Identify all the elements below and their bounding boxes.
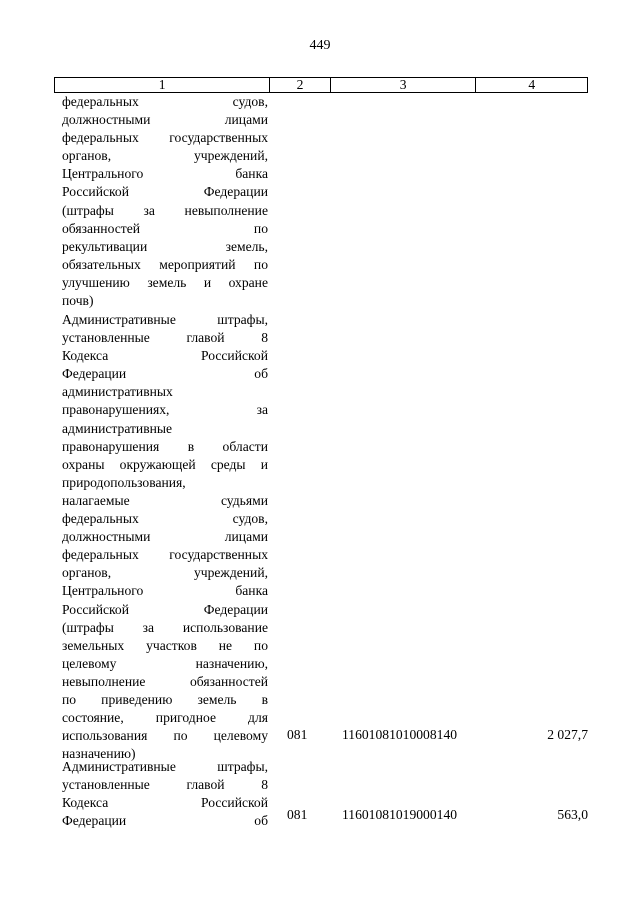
- description-line: рекультивации земель,: [62, 238, 268, 254]
- description-line: Административные штрафы,: [62, 312, 268, 327]
- description-line: Кодекса Российской: [62, 795, 268, 811]
- header-col-3: 3: [331, 78, 476, 92]
- description-line: должностными лицами: [62, 112, 268, 128]
- description-line: природопользования,: [62, 474, 186, 490]
- description-line: Федерации об: [62, 813, 268, 829]
- description-line: назначению): [62, 746, 136, 762]
- description-line: Центрального банка: [62, 166, 268, 182]
- description-line: федеральных государственных: [62, 130, 268, 146]
- budget-classification-code: 11601081010008140: [342, 727, 458, 742]
- description-line: почв): [62, 293, 94, 309]
- description-line: федеральных государственных: [62, 547, 268, 563]
- description-line: Федерации об: [62, 366, 268, 382]
- description-line: обязанностей по: [62, 220, 268, 236]
- amount: 2 027,7: [547, 727, 588, 742]
- description-line: Российской Федерации: [62, 601, 268, 617]
- description-line: (штрафы за использование: [62, 619, 268, 635]
- description-line: целевому назначению,: [62, 655, 268, 671]
- description-line: установленные главой 8: [62, 330, 268, 346]
- row-description: [62, 311, 268, 763]
- header-col-2: 2: [270, 78, 331, 92]
- page-number: 449: [309, 38, 331, 53]
- description-line: по приведению земель в: [62, 691, 268, 707]
- header-col-4: 4: [528, 77, 536, 92]
- description-line: административных: [62, 384, 173, 400]
- description-line: Административные штрафы,: [62, 759, 268, 774]
- description-line: должностными лицами: [62, 529, 268, 545]
- description-line: правонарушениях, за: [62, 402, 268, 418]
- description-line: налагаемые судьями: [62, 492, 268, 508]
- amount: 563,0: [557, 807, 588, 822]
- description-line: Центрального банка: [62, 583, 268, 599]
- description-line: федеральных судов,: [62, 511, 268, 527]
- description-line: Российской Федерации: [62, 184, 268, 200]
- description-line: федеральных судов,: [62, 94, 268, 109]
- description-line: Кодекса Российской: [62, 348, 268, 364]
- description-line: обязательных мероприятий по: [62, 256, 268, 272]
- row-description: [62, 758, 268, 830]
- budget-classification-code: 11601081019000140: [342, 807, 458, 822]
- description-line: органов, учреждений,: [62, 148, 268, 164]
- description-line: установленные главой 8: [62, 777, 268, 793]
- description-line: правонарушения в области: [62, 438, 268, 454]
- description-line: (штрафы за невыполнение: [62, 202, 268, 218]
- description-line: использования по целевому: [62, 728, 268, 744]
- description-line: охраны окружающей среды и: [62, 456, 268, 472]
- admin-code: 081: [287, 727, 308, 742]
- description-line: земельных участков не по: [62, 637, 268, 653]
- header-col-1: 1: [55, 78, 270, 92]
- description-line: невыполнение обязанностей: [62, 673, 268, 689]
- admin-code: 081: [287, 807, 308, 822]
- description-line: административные: [62, 420, 173, 436]
- table-header: [54, 77, 588, 93]
- description-line: состояние, пригодное для: [62, 710, 268, 726]
- description-line: улучшению земель и охране: [62, 274, 268, 290]
- description-line: органов, учреждений,: [62, 565, 268, 581]
- row-description: [62, 93, 268, 310]
